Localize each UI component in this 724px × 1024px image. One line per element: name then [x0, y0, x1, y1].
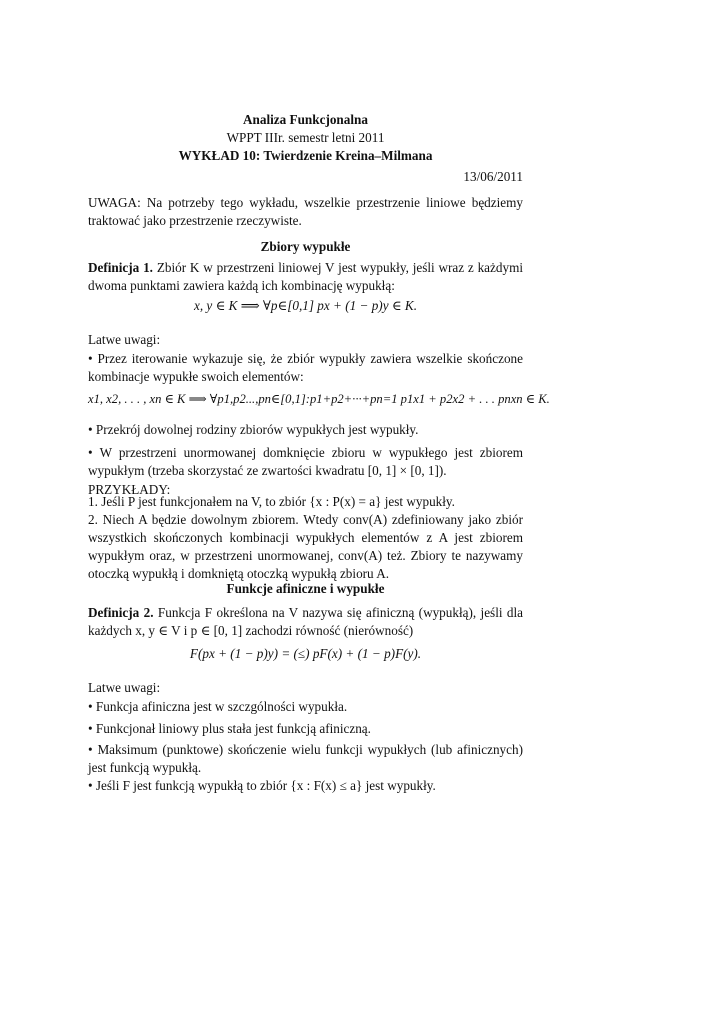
remark-bullet-2: • Przekrój dowolnej rodziny zbiorów wypukłych jest wypukły.	[88, 421, 523, 439]
remark-bullet-6: • Maksimum (punktowe) skończenie wielu funkcji wypukłych (lub afinicznych) jest funkcją wypukłą.	[88, 741, 523, 777]
definition-1-label: Definicja 1.	[88, 260, 153, 275]
remark-bullet-1: • Przez iterowanie wykazuje się, że zbiór wypukły zawiera wszelkie skończone kombinacje wypukłe swoich elementów:	[88, 350, 523, 386]
remarks-title-1: Latwe uwagi:	[88, 332, 161, 347]
semester-line: WPPT IIIr. semestr letni 2011	[226, 130, 385, 145]
course-title: Analiza Funkcjonalna	[243, 112, 368, 127]
section-heading-affine-functions: Funkcje afiniczne i wypukłe	[226, 581, 385, 596]
lecture-date: 13/06/2011	[463, 169, 523, 184]
formula-convex-combination: x, y ∈ K ⟹ ∀p∈[0,1] px + (1 − p)y ∈ K.	[193, 298, 417, 313]
example-2: 2. Niech A będzie dowolnym zbiorem. Wtedy conv(A) zdefiniowany jako zbiór wszystkich skończonych kombinacji wypukłych elementów z A jest zbiorem wypukłym oraz, w przestrzeni unormowanej, conv(A) też. Zbiory te nazywamy otoczką wypukłą i domkniętą otoczką wypukłą zbioru A.	[88, 512, 523, 581]
definition-1-text: Zbiór K w przestrzeni liniowej V jest wypukły, jeśli wraz z każdymi dwoma punktami zawiera każdą ich kombinację wypukłą:	[88, 260, 524, 293]
lecture-title: WYKŁAD 10: Twierdzenie Kreina–Milmana	[178, 148, 433, 163]
remark-bullet-5: • Funkcjonał liniowy plus stała jest funkcją afiniczną.	[88, 720, 523, 738]
remark-bullet-3: • W przestrzeni unormowanej domknięcie zbioru w wypukłego jest zbiorem wypukłym (trzeba skorzystać ze zwartości kwadratu [0, 1] × [0, 1]).	[88, 444, 523, 480]
remark-bullet-7: • Jeśli F jest funkcją wypukłą to zbiór {x : F(x) ≤ a} jest wypukły.	[88, 777, 523, 795]
example-1: 1. Jeśli P jest funkcjonałem na V, to zbiór {x : P(x) = a} jest wypukły.	[88, 494, 455, 509]
formula-finite-combination: x1, x2, . . . , xn ∈ K ⟹ ∀p1,p2...,pn∈[0,1]:p1+p2+···+pn=1 p1x1 + p2x2 + . . . pnxn ∈ K.	[88, 392, 550, 406]
section-heading-convex-sets: Zbiory wypukłe	[260, 239, 351, 254]
definition-2-text: Funkcja F określona na V nazywa się afiniczną (wypukłą), jeśli dla każdych x, y ∈ V i p ∈ [0, 1] zachodzi równość (nierówność)	[88, 605, 523, 638]
title-block	[88, 111, 523, 165]
remark-bullet-4: • Funkcja afiniczna jest w szczgólności wypukła.	[88, 698, 523, 716]
definition-2-label: Definicja 2.	[88, 605, 154, 620]
definition-1	[88, 259, 523, 295]
remarks-title-2: Latwe uwagi:	[88, 680, 161, 695]
definition-2	[88, 604, 523, 640]
examples-title: PRZYKŁADY:	[88, 482, 171, 497]
formula-affine: F(px + (1 − p)y) = (≤) pF(x) + (1 − p)F(y).	[189, 646, 422, 661]
note-paragraph: UWAGA: Na potrzeby tego wykładu, wszelkie przestrzenie liniowe będziemy traktować jako przestrzenie rzeczywiste.	[88, 195, 523, 228]
